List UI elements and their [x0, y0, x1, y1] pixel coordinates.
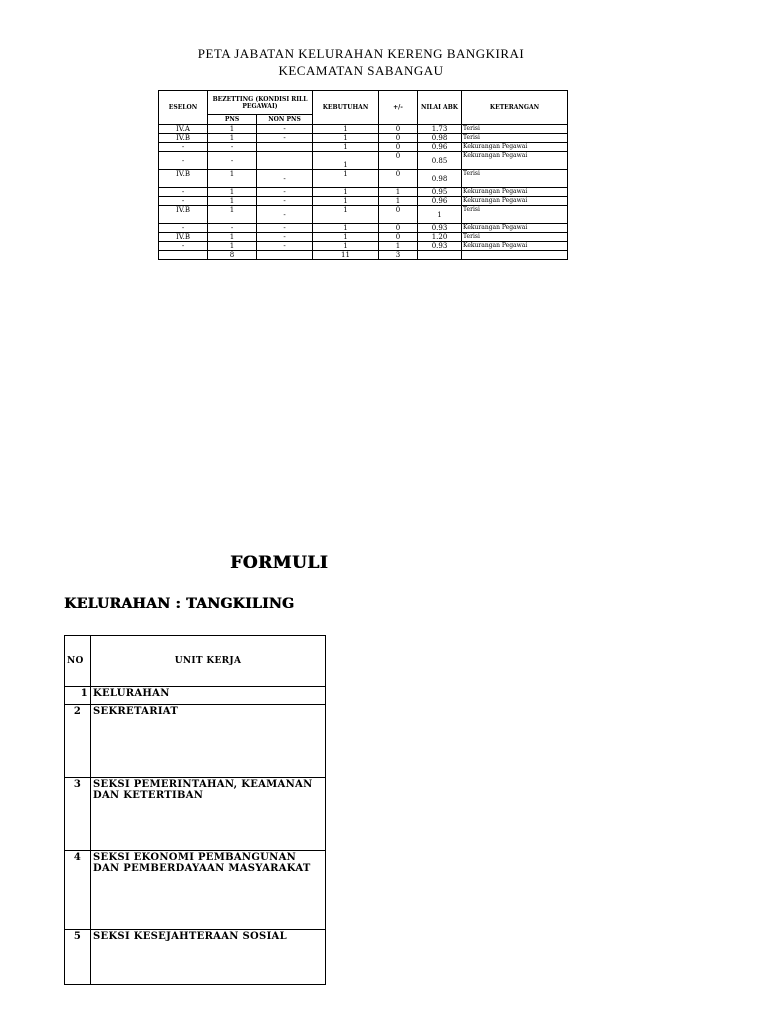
non-pns-cell: - — [257, 224, 313, 233]
unit-name: KELURAHAN — [91, 687, 326, 705]
kebutuhan-cell: 1 — [313, 152, 379, 170]
plus-minus-cell: 0 — [379, 233, 418, 242]
unit-no: 2 — [65, 705, 91, 778]
unit-no: 4 — [65, 851, 91, 930]
total-nilai-abk-cell — [418, 251, 462, 260]
unit-row — [65, 687, 326, 705]
plus-minus-cell: 0 — [379, 206, 418, 224]
eselon-cell: - — [159, 188, 208, 197]
pns-cell: 1 — [208, 134, 257, 143]
nilai-abk-cell: 0.98 — [418, 134, 462, 143]
nilai-abk-cell: 0.93 — [418, 224, 462, 233]
non-pns-cell: - — [257, 206, 313, 224]
table-row — [159, 125, 568, 134]
total-kebutuhan-cell: 11 — [313, 251, 379, 260]
total-plus-minus-cell: 3 — [379, 251, 418, 260]
document-subtitle: KECAMATAN SABANGAU — [278, 63, 444, 78]
keterangan-cell: Terisi — [462, 134, 568, 143]
non-pns-cell: - — [257, 125, 313, 134]
table-row — [159, 197, 568, 206]
pns-cell: - — [208, 224, 257, 233]
pns-cell: 1 — [208, 125, 257, 134]
nilai-abk-cell: 0.95 — [418, 188, 462, 197]
plus-minus-cell: 0 — [379, 152, 418, 170]
unit-no: 5 — [65, 930, 91, 985]
header-no: NO — [65, 636, 91, 687]
kebutuhan-cell: 1 — [313, 188, 379, 197]
keterangan-cell: Kekurangan Pegawai — [462, 197, 568, 206]
eselon-cell: - — [159, 224, 208, 233]
kebutuhan-cell: 1 — [313, 233, 379, 242]
unit-no: 3 — [65, 778, 91, 851]
unit-name: SEKSI KESEJAHTERAAN SOSIAL — [91, 930, 326, 985]
eselon-cell: - — [159, 152, 208, 170]
nilai-abk-cell: 1.73 — [418, 125, 462, 134]
keterangan-cell: Terisi — [462, 233, 568, 242]
kelurahan-heading: KELURAHAN : TANGKILING — [64, 596, 295, 612]
kebutuhan-cell: 1 — [313, 143, 379, 152]
unit-kerja-table — [64, 635, 326, 985]
pns-cell: 1 — [208, 188, 257, 197]
pns-cell: 1 — [208, 206, 257, 224]
table-row — [159, 206, 568, 224]
plus-minus-cell: 1 — [379, 188, 418, 197]
keterangan-cell: Kekurangan Pegawai — [462, 143, 568, 152]
eselon-cell: IV.B — [159, 206, 208, 224]
nilai-abk-cell: 0.98 — [418, 170, 462, 188]
eselon-cell: IV.A — [159, 125, 208, 134]
kebutuhan-cell: 1 — [313, 242, 379, 251]
eselon-cell: IV.B — [159, 134, 208, 143]
formuli-heading: FORMULI — [230, 553, 329, 573]
header-plus-minus: +/- — [379, 91, 418, 125]
total-eselon-cell — [159, 251, 208, 260]
header-unit-kerja: UNIT KERJA — [91, 636, 326, 687]
keterangan-cell: Terisi — [462, 170, 568, 188]
non-pns-cell: - — [257, 233, 313, 242]
document-title: PETA JABATAN KELURAHAN KERENG BANGKIRAI — [197, 46, 525, 61]
eselon-cell: IV.B — [159, 233, 208, 242]
kebutuhan-cell: 1 — [313, 170, 379, 188]
header-keterangan: KETERANGAN — [462, 91, 568, 125]
plus-minus-cell: 0 — [379, 224, 418, 233]
table-row — [159, 224, 568, 233]
non-pns-cell: - — [257, 170, 313, 188]
plus-minus-cell: 0 — [379, 125, 418, 134]
table-row — [159, 242, 568, 251]
unit-row — [65, 930, 326, 985]
non-pns-cell: - — [257, 197, 313, 206]
unit-no: 1 — [65, 687, 91, 705]
nilai-abk-cell: 0.85 — [418, 152, 462, 170]
plus-minus-cell: 1 — [379, 197, 418, 206]
unit-name: SEKSI EKONOMI PEMBANGUNAN DAN PEMBERDAYAAN MASYARAKAT — [91, 851, 326, 930]
table-row — [159, 170, 568, 188]
kebutuhan-cell: 1 — [313, 125, 379, 134]
keterangan-cell: Terisi — [462, 125, 568, 134]
keterangan-cell: Terisi — [462, 206, 568, 224]
unit-name: SEKSI PEMERINTAHAN, KEAMANAN DAN KETERTIBAN — [91, 778, 326, 851]
totals-row — [159, 251, 568, 260]
header-nilai-abk: NILAI ABK — [418, 91, 462, 125]
header-pns: PNS — [208, 115, 257, 125]
total-keterangan-cell — [462, 251, 568, 260]
table-row — [159, 134, 568, 143]
nilai-abk-cell: 0.96 — [418, 197, 462, 206]
peta-jabatan-table — [158, 90, 568, 260]
kebutuhan-cell: 1 — [313, 134, 379, 143]
nilai-abk-cell: 0.96 — [418, 143, 462, 152]
keterangan-cell: Kekurangan Pegawai — [462, 224, 568, 233]
keterangan-cell: Kekurangan Pegawai — [462, 242, 568, 251]
plus-minus-cell: 0 — [379, 170, 418, 188]
nilai-abk-cell: 1.20 — [418, 233, 462, 242]
kebutuhan-cell: 1 — [313, 206, 379, 224]
unit-row — [65, 851, 326, 930]
table-row — [159, 188, 568, 197]
header-eselon: ESELON — [159, 91, 208, 125]
kebutuhan-cell: 1 — [313, 197, 379, 206]
non-pns-cell: - — [257, 188, 313, 197]
pns-cell: 1 — [208, 170, 257, 188]
keterangan-cell: Kekurangan Pegawai — [462, 188, 568, 197]
nilai-abk-cell: 1 — [418, 206, 462, 224]
header-non-pns: NON PNS — [257, 115, 313, 125]
non-pns-cell — [257, 143, 313, 152]
eselon-cell: - — [159, 197, 208, 206]
kebutuhan-cell: 1 — [313, 224, 379, 233]
pns-cell: - — [208, 152, 257, 170]
total-pns-cell: 8 — [208, 251, 257, 260]
eselon-cell: - — [159, 143, 208, 152]
nilai-abk-cell: 0.93 — [418, 242, 462, 251]
header-kebutuhan: KEBUTUHAN — [313, 91, 379, 125]
pns-cell: 1 — [208, 233, 257, 242]
unit-row — [65, 778, 326, 851]
non-pns-cell: - — [257, 134, 313, 143]
eselon-cell: - — [159, 242, 208, 251]
plus-minus-cell: 0 — [379, 143, 418, 152]
header-bezetting: BEZETTING (KONDISI RILL PEGAWAI) — [208, 91, 313, 115]
plus-minus-cell: 0 — [379, 134, 418, 143]
unit-row — [65, 705, 326, 778]
pns-cell: 1 — [208, 197, 257, 206]
table-row — [159, 143, 568, 152]
keterangan-cell: Kekurangan Pegawai — [462, 152, 568, 170]
non-pns-cell: - — [257, 242, 313, 251]
pns-cell: - — [208, 143, 257, 152]
total-non-pns-cell — [257, 251, 313, 260]
table-row — [159, 233, 568, 242]
table-row — [159, 152, 568, 170]
unit-name: SEKRETARIAT — [91, 705, 326, 778]
pns-cell: 1 — [208, 242, 257, 251]
eselon-cell: IV.B — [159, 170, 208, 188]
non-pns-cell — [257, 152, 313, 170]
plus-minus-cell: 1 — [379, 242, 418, 251]
